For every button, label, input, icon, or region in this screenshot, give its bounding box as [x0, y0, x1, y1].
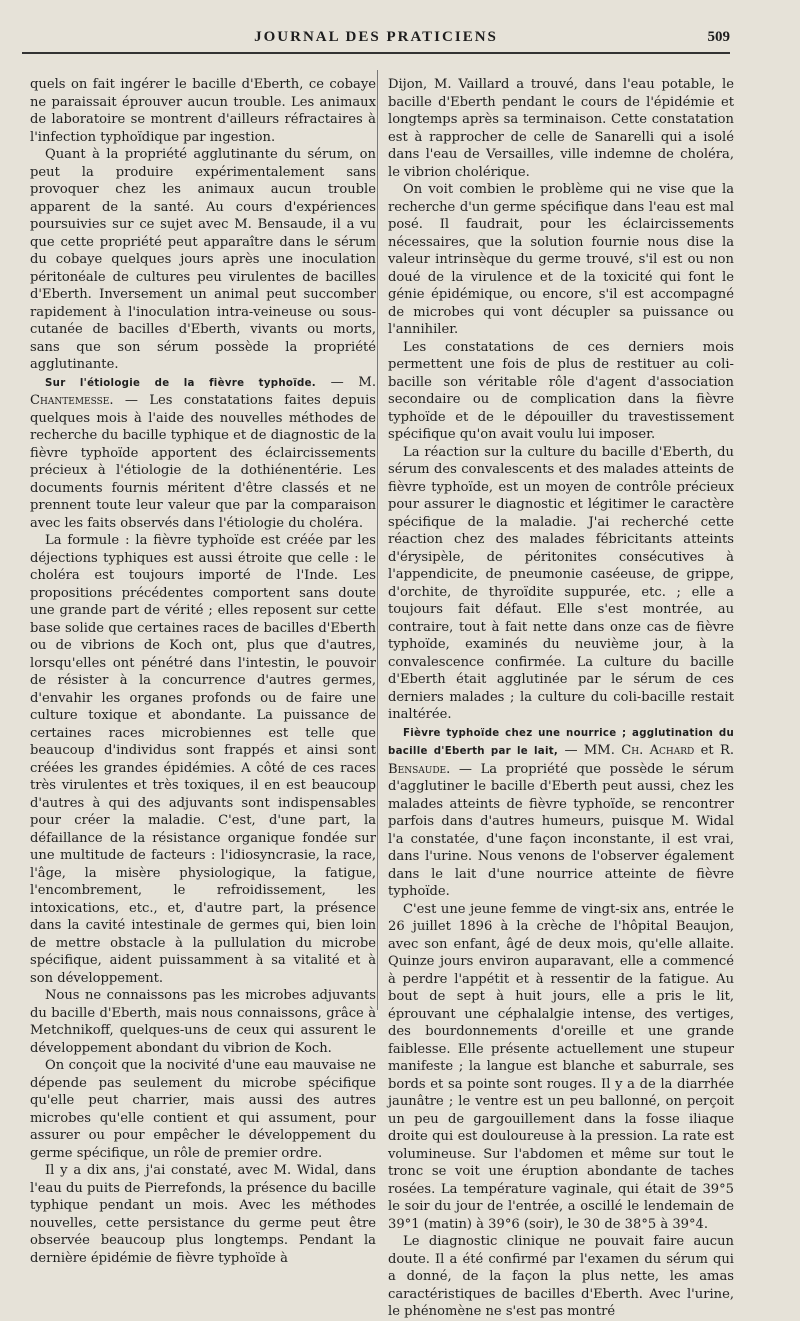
- paragraph: La formule : la fièvre typhoïde est créée par les déjections typhiques est aussi étroite que celle : le choléra est toujours importé de l'Inde. Les propositions précédentes comportent sans doute une grande part de vérité ; elles reposent sur cette base solide que certaines races de bacilles d'Eberth ou de vibrions de Koch ont, plus que d'autres, lorsqu'elles ont pénétré dans l'intestin, le pouvoir de résister à la concurrence d'autres germes, d'envahir les organes profonds ou de faire une culture toxique et abondante. La puissance de certaines races microbiennes est telle que beaucoup d'individus sont frappés et ainsi sont créées les grandes épidémies. A côté de ces races très virulentes et très toxiques, il en est beaucoup d'autres à qui des adjuvants sont indispensables pour créer la maladie. C'est, d'une part, la défaillance de la résistance organique fondée sur une multitude de facteurs : l'idiosyncrasie, la race, l'âge, la misère physiologique, la fatigue, l'encombrement, le refroidissement, les intoxications, etc., et, d'autre part, la présence dans la cavité intestinale de germes qui, bien loin de mettre obstacle à la pullulation du microbe spécifique, aident puissamment à sa vitalité et à son développement.: [30, 533, 376, 986]
- page-number: 509: [707, 29, 730, 45]
- section-author: Ch. Achard: [621, 743, 695, 758]
- section-author: R. Bensaude.: [388, 743, 735, 777]
- paragraph: Nous ne connaissons pas les microbes adjuvants du bacille d'Eberth, mais nous connaissons, grâce à Metchnikoff, quelques-uns de ceux qui assurent le développement abondant du vibrion de Koch.: [30, 988, 376, 1056]
- section-dash: — MM.: [558, 743, 622, 758]
- section-author: Chantemesse.: [30, 393, 114, 408]
- section-and: et: [694, 743, 720, 758]
- paragraph: Il y a dix ans, j'ai constaté, avec M. Widal, dans l'eau du puits de Pierrefonds, la présence du bacille typhique pendant un mois. Avec les méthodes nouvelles, cette persistance du germe peut être observée beaucoup plus longtemps. Pendant la dernière épidémie de fièvre typhoïde à: [30, 1163, 376, 1266]
- paragraph: C'est une jeune femme de vingt-six ans, entrée le 26 juillet 1896 à la crèche de l'hôpital Beaujon, avec son enfant, âgé de deux mois, qu'elle allaite. Quinze jours environ auparavant, elle a commencé à perdre l'appétit et à ressentir de la fatigue. Au bout de sept à huit jours, elle a pris le lit, éprouvant une céphalalgie intense, des vertiges, des bourdonnements d'oreille et une grande faiblesse. Elle présente actuellement une stupeur manifeste ; la langue est blanche et saburrale, ses bords et sa pointe sont rouges. Il y a de la diarrhée jaunâtre ; le ventre est un peu ballonné, on perçoit un peu de gargouillement dans la fosse iliaque droite qui est douloureuse à la pression. La rate est volumineuse. Sur l'abdomen et même sur tout le tronc se voit une éruption abondante de taches rosées. La température vaginale, qui était de 39°5 le soir du jour de l'entrée, a oscillé le lendemain de 39°1 (matin) à 39°6 (soir), le 30 de 38°5 à 39°4.: [388, 901, 734, 1232]
- paragraph: Les constatations de ces derniers mois permettent une fois de plus de restituer au coli-bacille son véritable rôle d'agent d'association secondaire ou de complication dans la fièvre typhoïde et de le dépouiller du travestissement spécifique qu'on avait voulu lui imposer.: [388, 339, 734, 442]
- section-text: — La propriété que possède le sérum d'agglutiner le bacille d'Eberth peut aussi, chez les malades atteints de fièvre typhoïde, se rencontrer parfois dans d'autres humeurs, puisque M. Widal l'a constatée, d'une façon inconstante, il est vrai, dans l'urine. Nous venons de l'observer également dans le lait d'une nourrice atteinte de fièvre typhoïde.: [388, 761, 734, 899]
- running-header: [22, 24, 730, 54]
- paragraph: Quant à la propriété agglutinante du sérum, on peut la produire expérimentalement sans provoquer chez les animaux aucun trouble apparent de la santé. Au cours d'expériences poursuivies sur ce sujet avec M. Bensaude, il a vu que cette propriété peut apparaître dans le sérum du cobaye quelques jours après une inoculation péritonéale de cultures peu virulentes de bacilles d'Eberth. Inversement un animal peut succomber rapidement à l'inoculation intra-veineuse ou sous-cutanée de bacilles d'Eberth, vivants ou morts, sans que son sérum possède la propriété agglutinante.: [30, 147, 376, 372]
- section-dash: — M.: [315, 374, 376, 390]
- section-etiologie: [30, 374, 376, 533]
- paragraph: Dijon, M. Vaillard a trouvé, dans l'eau potable, le bacille d'Eberth pendant le cours de l'épidémie et longtemps après sa terminaison. Cette constatation est à rapprocher de celle de Sanarelli qui a isolé dans l'eau de Versailles, ville indemne de choléra, le vibrion cholérique.: [388, 77, 734, 180]
- section-text: — Les constatations faites depuis quelques mois à l'aide des nouvelles méthodes de recherche du bacille typhique et de diagnostic de la fièvre typhoïde apportent des éclaircissements précieux à l'étiologie de la dothiénentérie. Les documents fournis méritent d'être classés et ne prennent toute leur valeur que par la comparaison avec les faits observés dans l'étiologie du choléra.: [30, 393, 376, 531]
- paragraph: On voit combien le problème qui ne vise que la recherche d'un germe spécifique dans l'eau est mal posé. Il faudrait, pour les éclaircissements nécessaires, que la solution fournie nous dise la valeur intrinsèque du germe trouvé, s'il est ou non doué de la virulence et de la toxicité qui font le génie épidémique, ou encore, s'il est accompagné de microbes qui vont décupler sa puissance ou l'annihiler.: [388, 182, 734, 337]
- paragraph: quels on fait ingérer le bacille d'Eberth, ce cobaye ne paraissait éprouver aucun trouble. Les animaux de laboratoire se montrent d'ailleurs réfractaires à l'infection typhoïdique par ingestion.: [30, 77, 376, 145]
- running-title: JOURNAL DES PRATICIENS: [254, 29, 498, 45]
- paragraph: Le diagnostic clinique ne pouvait faire aucun doute. Il a été confirmé par l'examen du sérum qui a donné, de la façon la plus nette, les amas caractéristiques de bacilles d'Eberth. Avec l'urine, le phénomène ne s'est pas montré: [388, 1234, 734, 1319]
- section-title: Sur l'étiologie de la fièvre typhoïde.: [45, 377, 316, 389]
- column-divider: [377, 70, 378, 1010]
- paragraph: On conçoit que la nocivité d'une eau mauvaise ne dépende pas seulement du microbe spécifique qu'elle peut charrier, mais aussi des autres microbes qu'elle contient et qui assument, pour assurer ou pour empêcher le développement du germe spécifique, un rôle de premier ordre.: [30, 1058, 376, 1161]
- section-title: Fièvre typhoïde chez une nourrice ; agglutination du bacille d'Eberth par le lait,: [388, 727, 734, 757]
- right-column: [388, 76, 734, 1321]
- paragraph: La réaction sur la culture du bacille d'Eberth, du sérum des convalescents et des malades atteints de fièvre typhoïde, est un moyen de contrôle précieux pour assurer le diagnostic et légitimer le caractère spécifique de la maladie. J'ai recherché cette réaction chez des malades fébricitants atteints d'érysipèle, de péritonites consécutives à l'appendicite, de pneumonie caséeuse, de grippe, d'orchite, de thyroïdite suppurée, etc. ; elle a toujours fait défaut. Elle s'est montrée, au contraire, tout à fait nette dans onze cas de fièvre typhoïde, examinés du neuvième jour, à la convalescence confirmée. La culture du bacille d'Eberth était agglutinée par le sérum de ces derniers malades ; la culture du coli-bacille restait inaltérée.: [388, 444, 734, 722]
- left-column: [30, 76, 376, 1267]
- section-fievre-nourrice: [388, 724, 734, 901]
